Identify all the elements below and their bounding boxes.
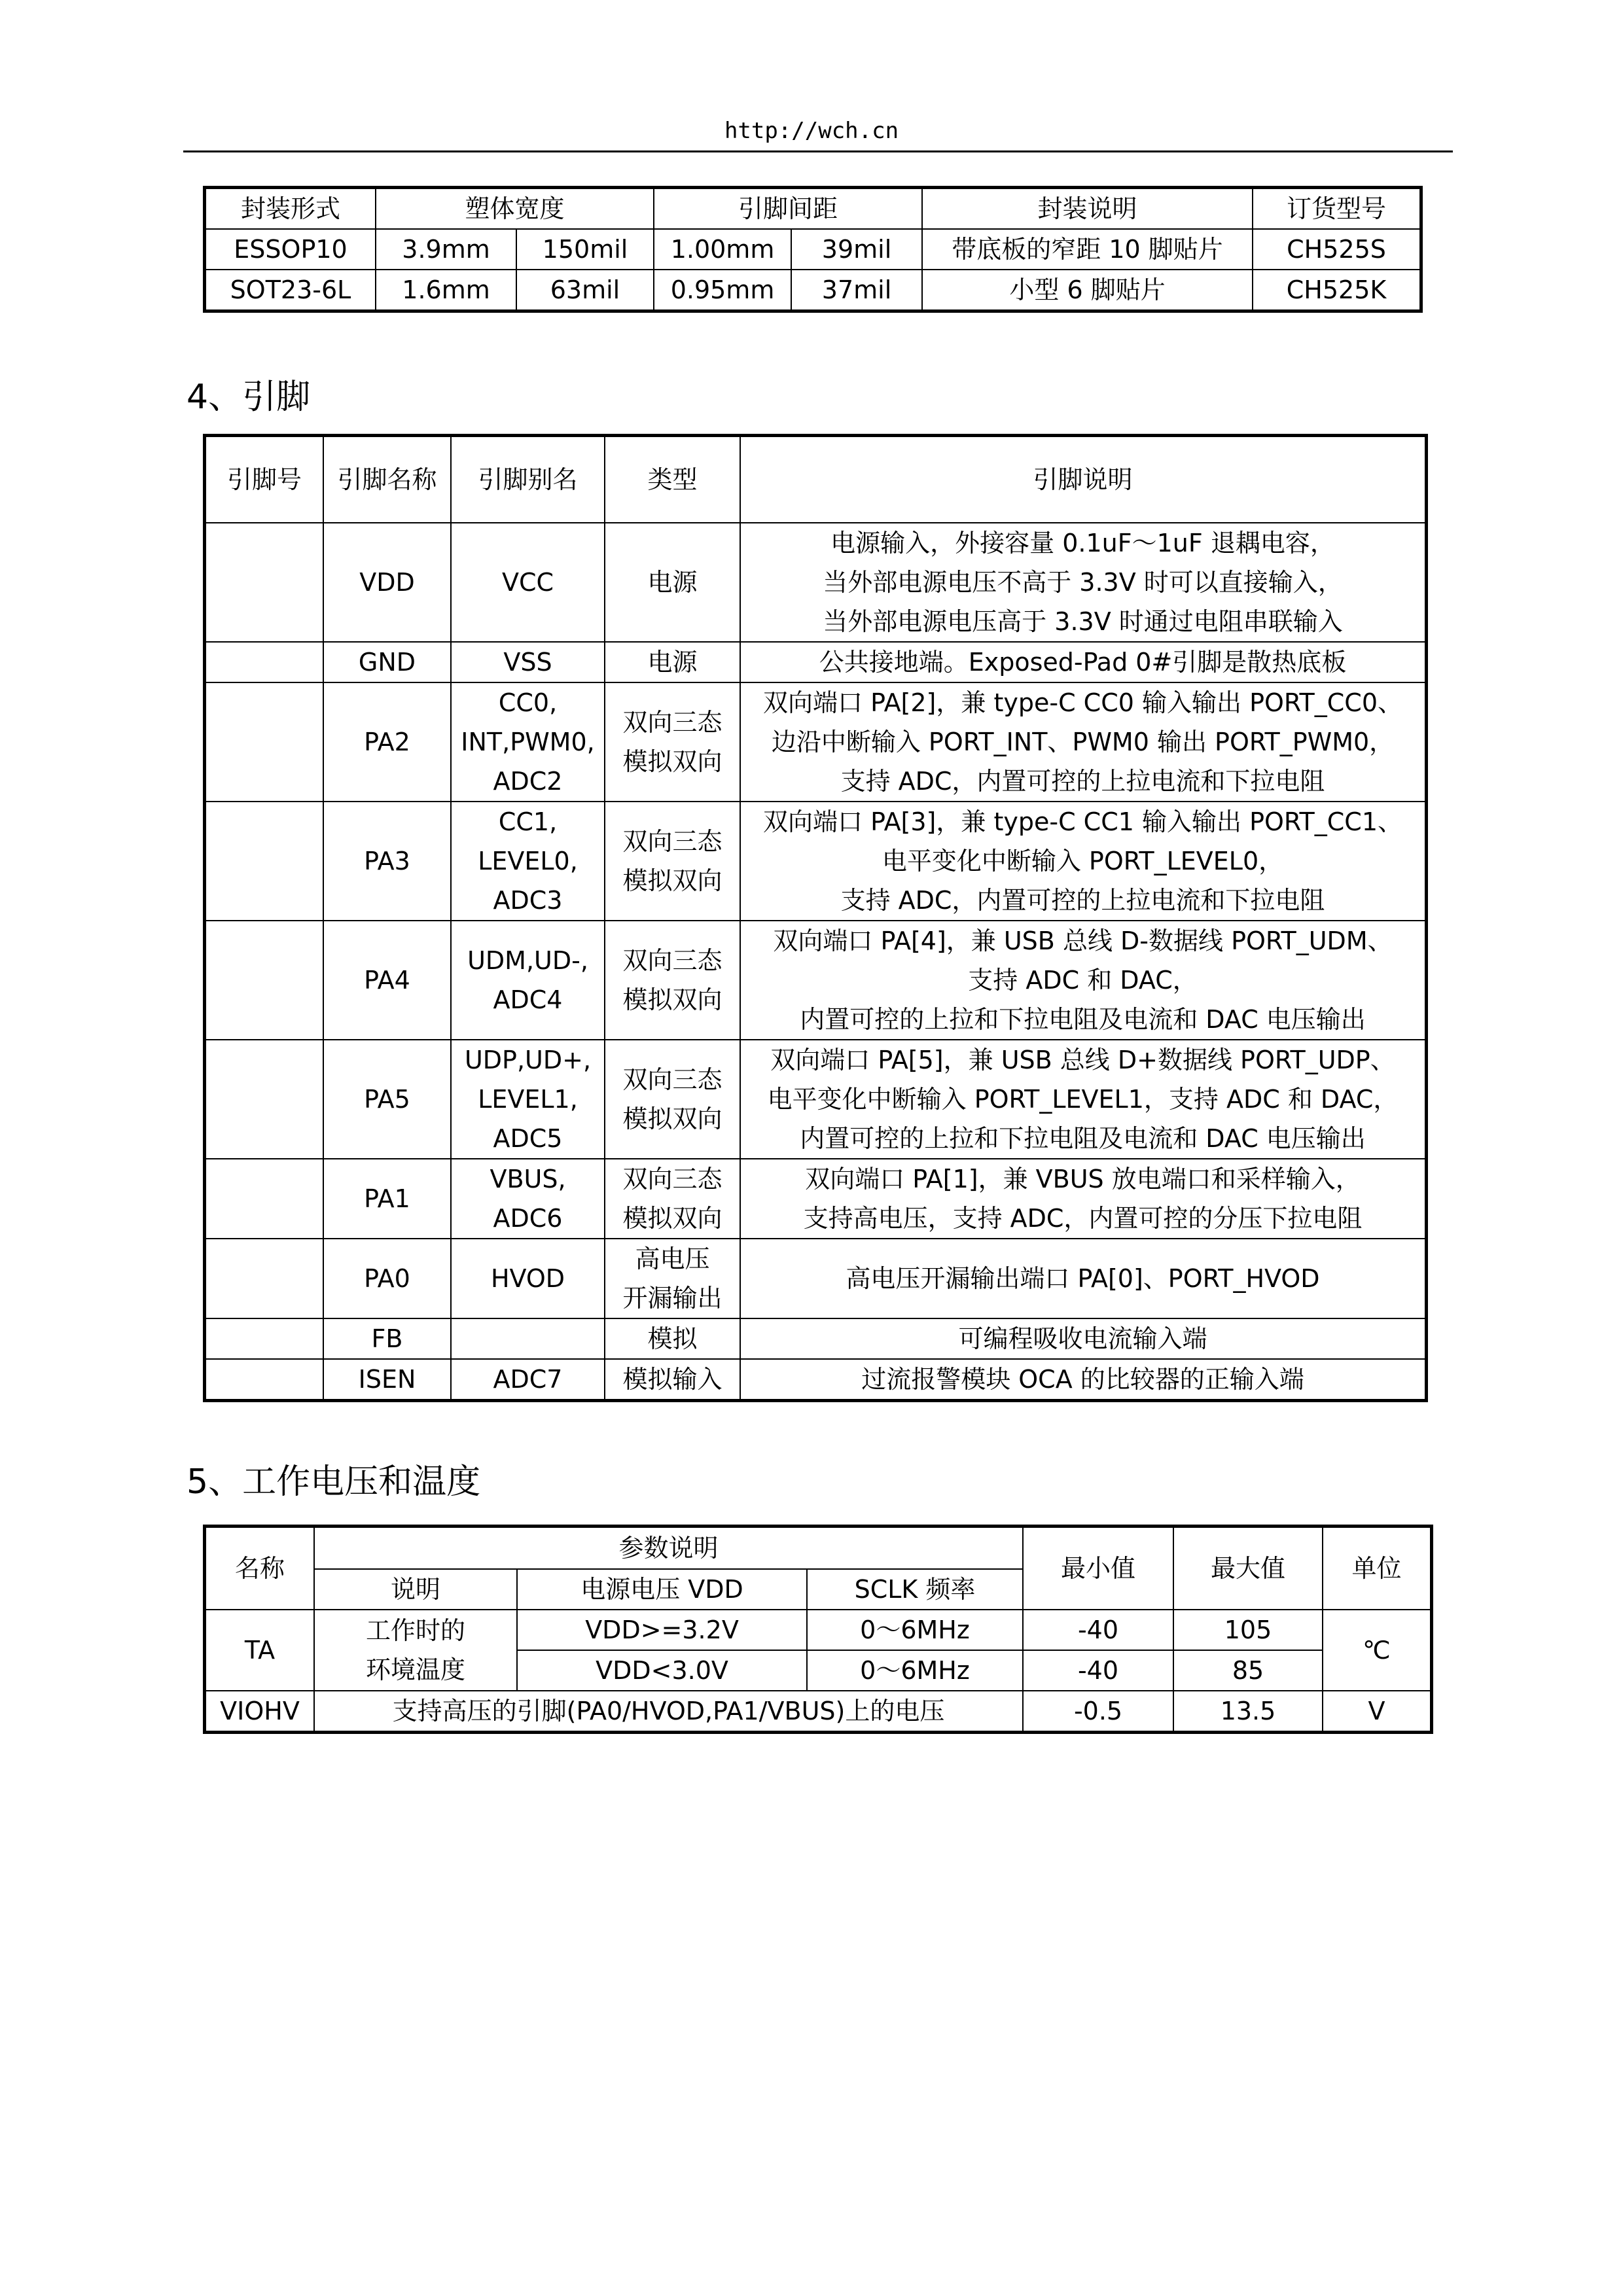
- cell-line: ADC7: [493, 1365, 563, 1394]
- table-cell: 63mil: [516, 270, 654, 310]
- pin-table: [205, 436, 1426, 1400]
- section-4-title: 4、引脚: [187, 378, 311, 417]
- pin-description-cell: [740, 523, 1425, 642]
- cell-line: 开漏输出: [622, 1284, 722, 1313]
- cell-line: 支持高电压，支持 ADC，内置可控的分压下拉电阻: [803, 1204, 1363, 1233]
- header-cell: 封装形式: [205, 188, 376, 229]
- pin-table-row: [205, 1318, 1425, 1359]
- pin-number-cell: [205, 1239, 323, 1318]
- cell-line: 模拟双向: [622, 747, 722, 776]
- pin-type-cell: [605, 802, 740, 921]
- header-cell: 参数说明: [314, 1527, 1023, 1569]
- cell-line: 双向端口 PA[1]，兼 VBUS 放电端口和采样输入，: [805, 1165, 1361, 1193]
- pin-number-cell: [205, 1040, 323, 1159]
- pin-name-cell: PA4: [323, 921, 451, 1040]
- header-divider: [183, 150, 1453, 152]
- pin-description-cell: [740, 921, 1425, 1040]
- table-cell: [314, 1610, 517, 1691]
- cell-line: 双向三态: [622, 946, 722, 975]
- cell-line: 模拟双向: [622, 1104, 722, 1133]
- table-row: [205, 270, 1420, 310]
- cell-line: 双向三态: [622, 1165, 722, 1193]
- cell-line: 双向三态: [622, 827, 722, 856]
- pin-table-row: [205, 1239, 1425, 1318]
- cell-line: VSS: [503, 648, 552, 677]
- pin-type-cell: [605, 1359, 740, 1400]
- pin-alias-cell: [451, 1159, 605, 1239]
- pin-type-cell: [605, 523, 740, 642]
- pin-description-cell: [740, 1159, 1425, 1239]
- pin-table-row: [205, 642, 1425, 682]
- pin-name-cell: GND: [323, 642, 451, 682]
- pin-table-row: [205, 1159, 1425, 1239]
- header-cell: 名称: [205, 1527, 314, 1610]
- cell-line: 电源输入，外接容量 0.1uF～1uF 退耦电容，: [830, 529, 1335, 557]
- pin-type-cell: [605, 1318, 740, 1359]
- pin-alias-cell: [451, 1239, 605, 1318]
- cell-line: 模拟双向: [622, 1204, 722, 1233]
- pin-name-cell: PA3: [323, 802, 451, 921]
- table-cell: 0.95mm: [654, 270, 791, 310]
- cell-line: 双向三态: [622, 708, 722, 737]
- pin-name-cell: PA0: [323, 1239, 451, 1318]
- header-url: http://wch.cn: [724, 118, 899, 144]
- pin-table-row: [205, 1359, 1425, 1400]
- table-cell: 1.00mm: [654, 229, 791, 270]
- cell-line: ADC6: [493, 1204, 563, 1233]
- header-cell: 引脚别名: [451, 436, 605, 523]
- cell-line: 模拟双向: [622, 866, 722, 895]
- pin-alias-cell: [451, 1359, 605, 1400]
- header-cell: 类型: [605, 436, 740, 523]
- pin-alias-cell: [451, 921, 605, 1040]
- cell-line: 可编程吸收电流输入端: [958, 1324, 1207, 1353]
- pin-table-row: [205, 682, 1425, 802]
- header-cell: 订货型号: [1253, 188, 1420, 229]
- cell-line: 模拟输入: [622, 1365, 722, 1394]
- pin-name-cell: FB: [323, 1318, 451, 1359]
- pin-number-cell: [205, 523, 323, 642]
- cell-line: LEVEL0,: [478, 847, 578, 875]
- table-cell: V: [1323, 1691, 1431, 1731]
- pin-type-cell: [605, 1239, 740, 1318]
- pin-type-cell: [605, 1040, 740, 1159]
- table-cell: 37mil: [791, 270, 922, 310]
- table-cell: ℃: [1323, 1610, 1431, 1691]
- header-cell: 引脚说明: [740, 436, 1425, 523]
- package-table-header: [205, 188, 1420, 229]
- cell-line: 电平变化中断输入 PORT_LEVEL1，支持 ADC 和 DAC，: [767, 1085, 1399, 1114]
- pin-description-cell: [740, 802, 1425, 921]
- header-cell: 塑体宽度: [376, 188, 654, 229]
- table-row: [205, 1610, 1431, 1650]
- table-cell: VIOHV: [205, 1691, 314, 1731]
- cell-line: 电源: [647, 648, 698, 677]
- table-cell: ESSOP10: [205, 229, 376, 270]
- cell-line: 双向端口 PA[3]，兼 type-C CC1 输入输出 PORT_CC1、: [763, 807, 1402, 836]
- header-cell: 引脚号: [205, 436, 323, 523]
- table-cell: 105: [1173, 1610, 1323, 1650]
- pin-number-cell: [205, 1359, 323, 1400]
- pin-alias-cell: [451, 802, 605, 921]
- pin-description-cell: [740, 1040, 1425, 1159]
- pin-number-cell: [205, 682, 323, 802]
- cell-line: UDP,UD+,: [464, 1046, 592, 1074]
- table-cell: 39mil: [791, 229, 922, 270]
- table-cell: CH525K: [1253, 270, 1420, 310]
- table-cell: CH525S: [1253, 229, 1420, 270]
- pin-alias-cell: [451, 1040, 605, 1159]
- pin-alias-cell: [451, 1318, 605, 1359]
- pin-number-cell: [205, 802, 323, 921]
- cell-line: 双向端口 PA[4]，兼 USB 总线 D-数据线 PORT_UDM、: [773, 927, 1393, 955]
- pin-type-cell: [605, 921, 740, 1040]
- cell-line: 内置可控的上拉和下拉电阻及电流和 DAC 电压输出: [800, 1124, 1366, 1153]
- cell-line: 过流报警模块 OCA 的比较器的正输入端: [861, 1365, 1304, 1394]
- cell-line: 支持 ADC，内置可控的上拉电流和下拉电阻: [840, 886, 1325, 915]
- pin-alias-cell: [451, 523, 605, 642]
- pin-number-cell: [205, 921, 323, 1040]
- pin-name-cell: VDD: [323, 523, 451, 642]
- pin-alias-cell: [451, 642, 605, 682]
- header-cell: SCLK 频率: [807, 1569, 1023, 1610]
- cell-line: VCC: [501, 568, 554, 597]
- table-cell: 150mil: [516, 229, 654, 270]
- cell-line: HVOD: [490, 1264, 565, 1293]
- header-cell: 最小值: [1023, 1527, 1173, 1610]
- cell-line: 电平变化中断输入 PORT_LEVEL0，: [882, 847, 1284, 875]
- cell-line: 内置可控的上拉和下拉电阻及电流和 DAC 电压输出: [800, 1005, 1366, 1034]
- cell-line: 公共接地端。Exposed-Pad 0#引脚是散热底板: [819, 648, 1347, 677]
- cell-line: 当外部电源电压高于 3.3V 时通过电阻串联输入: [823, 607, 1343, 636]
- header-cell: 引脚间距: [654, 188, 922, 229]
- table-cell: 1.6mm: [376, 270, 516, 310]
- table-cell: VDD>=3.2V: [517, 1610, 807, 1650]
- cell-line: 支持 ADC 和 DAC，: [968, 966, 1198, 995]
- cell-line: 高电压: [635, 1245, 710, 1273]
- header-cell: 封装说明: [922, 188, 1253, 229]
- cell-line: 双向端口 PA[5]，兼 USB 总线 D+数据线 PORT_UDP、: [770, 1046, 1395, 1074]
- cell-line: 双向三态: [622, 1065, 722, 1094]
- table-cell: TA: [205, 1610, 314, 1691]
- pin-table-row: [205, 921, 1425, 1040]
- cell-line: ADC2: [493, 767, 563, 796]
- table-cell: 支持高压的引脚(PA0/HVOD,PA1/VBUS)上的电压: [314, 1691, 1023, 1731]
- cell-line: 当外部电源电压不高于 3.3V 时可以直接输入，: [823, 568, 1343, 597]
- pin-name-cell: ISEN: [323, 1359, 451, 1400]
- pin-description-cell: [740, 1318, 1425, 1359]
- pin-name-cell: PA5: [323, 1040, 451, 1159]
- cell-line: 模拟: [647, 1324, 698, 1353]
- table-cell: 13.5: [1173, 1691, 1323, 1731]
- cell-line: LEVEL1,: [478, 1085, 578, 1114]
- cell-line: 双向端口 PA[2]，兼 type-C CC0 输入输出 PORT_CC0、: [763, 688, 1402, 717]
- pin-name-cell: PA2: [323, 682, 451, 802]
- table-cell: 3.9mm: [376, 229, 516, 270]
- package-table: [205, 188, 1421, 311]
- table-cell: 0～6MHz: [807, 1610, 1023, 1650]
- pin-description-cell: [740, 642, 1425, 682]
- section-5-title: 5、工作电压和温度: [187, 1462, 481, 1502]
- table-row: [205, 1691, 1431, 1731]
- pin-table-row: [205, 1040, 1425, 1159]
- pin-description-cell: [740, 682, 1425, 802]
- pin-description-cell: [740, 1239, 1425, 1318]
- cell-line: 模拟双向: [622, 985, 722, 1014]
- pin-number-cell: [205, 1159, 323, 1239]
- table-cell: 85: [1173, 1650, 1323, 1691]
- table-cell: -40: [1023, 1610, 1173, 1650]
- cell-line: 电源: [647, 568, 698, 597]
- pin-table-header: [205, 436, 1425, 523]
- cell-line: 高电压开漏输出端口 PA[0]、PORT_HVOD: [846, 1264, 1320, 1293]
- cell-line: ADC4: [493, 985, 563, 1014]
- header-cell: 单位: [1323, 1527, 1431, 1610]
- pin-type-cell: [605, 642, 740, 682]
- header-cell: 引脚名称: [323, 436, 451, 523]
- pin-type-cell: [605, 682, 740, 802]
- cell-line: 工作时的: [365, 1616, 465, 1645]
- cell-line: 支持 ADC，内置可控的上拉电流和下拉电阻: [840, 767, 1325, 796]
- pin-table-row: [205, 523, 1425, 642]
- header-cell: 电源电压 VDD: [517, 1569, 807, 1610]
- cell-line: VBUS,: [490, 1165, 566, 1193]
- operating-conditions-table: [205, 1527, 1431, 1732]
- table-cell: 带底板的窄距 10 脚贴片: [922, 229, 1253, 270]
- cell-line: CC0,: [498, 688, 558, 717]
- header-cell: 说明: [314, 1569, 517, 1610]
- table-cell: SOT23-6L: [205, 270, 376, 310]
- cell-line: CC1,: [498, 807, 558, 836]
- op-table-header-row: [205, 1527, 1431, 1569]
- cell-line: 环境温度: [365, 1655, 465, 1684]
- table-cell: 小型 6 脚贴片: [922, 270, 1253, 310]
- pin-alias-cell: [451, 682, 605, 802]
- pin-table-row: [205, 802, 1425, 921]
- cell-line: INT,PWM0,: [461, 728, 595, 756]
- cell-line: UDM,UD-,: [467, 946, 588, 975]
- pin-number-cell: [205, 1318, 323, 1359]
- cell-line: ADC5: [493, 1124, 563, 1153]
- pin-type-cell: [605, 1159, 740, 1239]
- pin-description-cell: [740, 1359, 1425, 1400]
- table-cell: -40: [1023, 1650, 1173, 1691]
- table-cell: 0～6MHz: [807, 1650, 1023, 1691]
- pin-name-cell: PA1: [323, 1159, 451, 1239]
- table-row: [205, 229, 1420, 270]
- cell-line: 边沿中断输入 PORT_INT、PWM0 输出 PORT_PWM0，: [771, 728, 1395, 756]
- pin-number-cell: [205, 642, 323, 682]
- table-cell: -0.5: [1023, 1691, 1173, 1731]
- cell-line: ADC3: [493, 886, 563, 915]
- header-cell: 最大值: [1173, 1527, 1323, 1610]
- table-cell: VDD<3.0V: [517, 1650, 807, 1691]
